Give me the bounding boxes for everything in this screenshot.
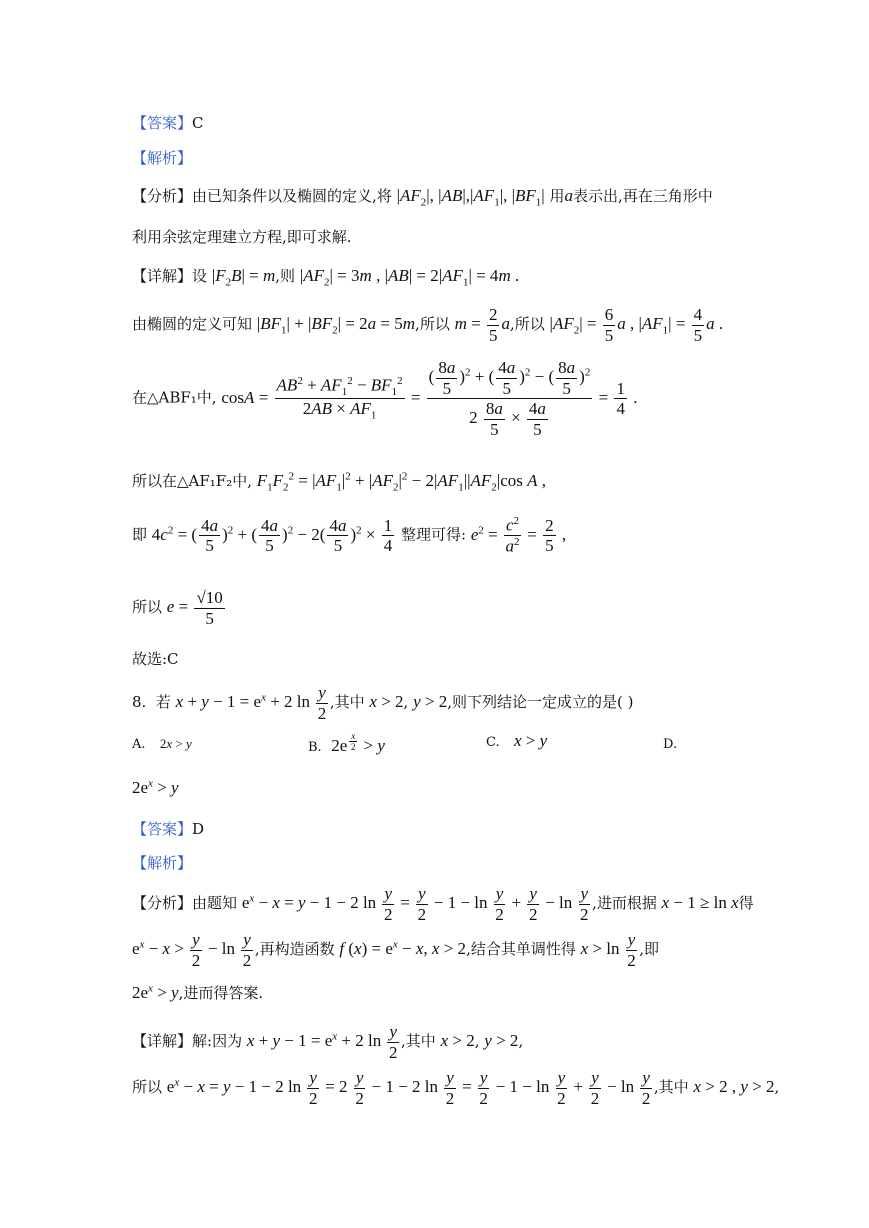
text: ,结合其单调性得 [466, 939, 576, 958]
detail-tag: 【详解】 [132, 267, 193, 285]
math-expr: x − 1 ≥ ln x [661, 892, 739, 912]
text: 表示出,再在三角形中 [573, 187, 713, 205]
q7-detail-line6 [132, 588, 227, 628]
q8-detail-line1 [132, 1022, 523, 1062]
q8-analysis-tag: 【解析】 [132, 854, 193, 872]
text: ,其中 [329, 692, 365, 711]
math-expr: $4c^2$ = ( $\frac{4a}{5}$ )$^2$ + ( $\frac{4a}{5}$ )$^2$ − 2( $\frac{4a}{5}$ )$^2$ × $\frac{1}{4}$ [151, 515, 393, 556]
math-expr: $F_1F_2^2 = |AF_1|^2 + |AF_2|^2 - 2|AF_1||AF_2|\cos$ A , [256, 470, 547, 494]
answer-value: C [192, 114, 204, 132]
text: 由已知条件以及椭圆的定义,将 [192, 187, 392, 205]
text: , [774, 1077, 780, 1096]
question-number: 8. [132, 692, 147, 711]
q8-fenxi-line2 [132, 930, 659, 970]
q8-answer-line [132, 818, 204, 839]
math-expr: y > 2 [484, 1030, 519, 1050]
answer-tag: 【答案】 [132, 820, 193, 838]
text: 整理可得: [400, 525, 467, 544]
math-expr: e = $\frac{√10}{5}$ [166, 588, 223, 628]
text: ,所以 [509, 314, 545, 333]
q7-fenxi-line2: 利用余弦定理建立方程,即可求解. [132, 228, 352, 246]
text: 由题知 [192, 893, 238, 912]
math-expr: $e^x - x = y - 1 - 2$ ln $\frac{y}{2}$ = 2 $\frac{y}{2}$ − 1 − 2 ln $\frac{y}{2}$ = $\frac{y}{2}$ − 1 − ln $\frac{y}{2}$ + $\frac{y}{2}$ − ln $\frac{y}{2}$ [166, 1068, 651, 1108]
text: 用 [549, 187, 565, 205]
q8-fenxi-line3 [132, 982, 263, 1003]
text: , [518, 1031, 524, 1050]
text: ,则 [275, 267, 296, 285]
math-expr: $e^2$ = $\frac{c^2}{a^2}$ = $\frac{2}{5}$ , [470, 515, 567, 556]
text: ,进而根据 [592, 893, 657, 912]
math-expr: x > 2 [369, 691, 404, 711]
option-a [132, 734, 192, 752]
math-expr: $|AF_2| = 3m$ , $|AB| = 2|AF_1| = 4m$ . [299, 266, 520, 289]
q7-detail-line3 [132, 358, 637, 439]
text: ,则下列结论一定成立的是( ) [447, 692, 634, 711]
q8-stem [132, 683, 633, 723]
math-expr: cosA = $\frac{AB^2 + AF_1^2 - BF_1^2}{2AB \times AF_1}$ = ( $\frac{8a}{5}$ )$^2$ + ( $\frac{4a}{5}$ )$^2$ − ( $\frac{8a}{5}$ )$^2$ 2 $\frac{8a}{5}$ × $\frac{4a}{5}$ = $\frac{1}{4}$ . [221, 358, 638, 439]
text: 即 [132, 525, 148, 544]
text: 由椭圆的定义可知 [132, 314, 253, 333]
q7-detail-line2 [132, 305, 723, 345]
text: ,其中 [653, 1077, 689, 1096]
text: 若 [155, 692, 171, 711]
option-d-expr [132, 777, 179, 798]
text: 所以 [132, 597, 163, 616]
text: 设 [192, 267, 208, 285]
option-expr: 2e $^{\frac{x}{2}}$ > y [331, 731, 385, 756]
math-expr: $e^x - x$ > $\frac{y}{2}$ − ln $\frac{y}{2}$ [132, 930, 252, 970]
math-expr: $x + y - 1 = e^x + 2$ ln $\frac{y}{2}$ [246, 1022, 398, 1062]
option-label: B. [308, 740, 322, 756]
text: ,再构造函数 [254, 939, 335, 958]
fenxi-tag: 【分析】 [132, 187, 193, 205]
q7-detail-line5 [132, 515, 566, 556]
math-expr: m = $\frac{2}{5}$ a [454, 305, 510, 345]
answer-tag: 【答案】 [132, 114, 193, 132]
answer-value: D [192, 820, 205, 838]
text: 得 [738, 893, 754, 912]
option-expr: 2x > y [159, 736, 192, 751]
option-b [308, 731, 385, 756]
fenxi-tag: 【分析】 [132, 893, 193, 912]
detail-tag: 【详解】 [132, 1031, 193, 1050]
text: , [403, 692, 409, 711]
q8-detail-line2 [132, 1068, 779, 1108]
text: 所以在△AF₁F₂中, [132, 472, 252, 490]
math-expr: $2e^x > y$ [132, 982, 179, 1002]
text: 所以 [132, 1077, 163, 1096]
option-c [486, 731, 547, 751]
math-expr: $|BF_1| + |BF_2| = 2a = 5m$ [256, 313, 416, 337]
math-expr: $|AF_2|$ = $\frac{6}{5}$ a , $|AF_1|$ = $\frac{4}{5}$ a . [549, 305, 724, 345]
option-expr: $2e^x > y$ [132, 777, 179, 797]
math-expr: f $(x) = e^x - x$, x > 2 [339, 938, 467, 958]
q7-analysis-tag: 【解析】 [132, 149, 193, 167]
q7-fenxi-line1 [132, 185, 713, 208]
math-expr: $x + y - 1 = e^x + 2$ ln $\frac{y}{2}$ [175, 683, 327, 723]
math-expr: $e^x - x = y - 1 - 2$ ln $\frac{y}{2}$ = $\frac{y}{2}$ − 1 − ln $\frac{y}{2}$ + $\frac{y}{2}$ − ln $\frac{y}{2}$ [241, 884, 589, 924]
option-label: A. [132, 737, 146, 752]
q7-detail-line4 [132, 470, 546, 493]
text: 在△ABF₁中, [132, 388, 217, 407]
q7-answer-line [132, 112, 204, 133]
math-expr: x > ln $\frac{y}{2}$ [580, 930, 636, 970]
text: ,所以 [415, 314, 450, 333]
math-expr: y > 2 [413, 691, 448, 711]
option-expr: x > y [513, 731, 548, 750]
text: 解:因为 [192, 1031, 243, 1050]
option-label: D. [663, 737, 678, 752]
text: ,其中 [401, 1031, 436, 1050]
option-d [663, 734, 677, 752]
q7-conclusion: 故选:C [132, 650, 179, 668]
q7-detail-line1 [132, 265, 519, 288]
math-expr: x > 2 [440, 1030, 475, 1050]
option-label: C. [486, 735, 500, 750]
math-expr: $|AF_2|$, $|AB|,|AF_1|$, $|BF_1|$ [396, 186, 545, 209]
text: ,即 [639, 939, 660, 958]
text: ,进而得答案. [178, 984, 264, 1002]
text: , [474, 1031, 480, 1050]
math-expr: $|F_2B| = m$ [211, 266, 276, 289]
q8-fenxi-line1 [132, 884, 754, 924]
math-var: a [564, 186, 573, 205]
math-expr: x > 2 , y > 2 [693, 1076, 775, 1096]
